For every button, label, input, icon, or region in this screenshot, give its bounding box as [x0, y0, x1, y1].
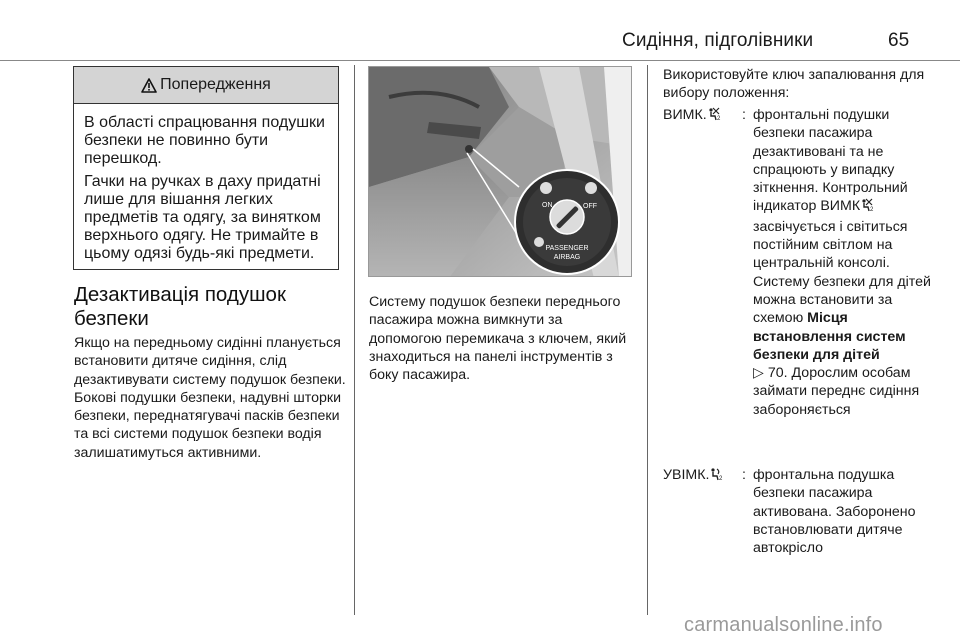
airbag-switch-illustration — [369, 67, 632, 277]
watermark: carmanualsonline.info — [684, 614, 883, 636]
column-divider-right — [647, 65, 648, 615]
page-number: 65 — [888, 30, 910, 51]
page-reference[interactable]: 70 — [767, 365, 784, 382]
header-divider — [0, 60, 960, 61]
warning-paragraph-2: Гачки на ручках в даху придатні лише для вішання легких предметів та одягу, за винятком верхнього одягу. Не тримайте в цьому одязі будь-які предмети. — [84, 173, 321, 262]
warning-header — [74, 67, 338, 104]
positions-intro: Використовуйте ключ запалювання для вибору положення: — [663, 67, 925, 102]
switch-label-line1: PASSENGER — [545, 245, 589, 252]
svg-text:2: 2 — [719, 476, 723, 481]
definition-off-description: фронтальні подушки безпеки пасажира дезактивовані та не спрацюють у випадку зіткнення. Контрольний індикатор ВИМК 2 засвічується і світиться постійним світлом на центральній консолі. Систему безпеки для дітей можна встановити за схемою Місця встановлення систем безпеки для дітей ▷ 70. Дорослим особам займати переднє сидіння забороняється — [753, 107, 931, 418]
switch-label-line2: AIRBAG — [553, 254, 581, 261]
warning-box — [73, 66, 339, 270]
definition-on-term: УВІМК. 2 — [663, 466, 723, 486]
switch-on-label: ON — [542, 202, 553, 209]
airbag-on-icon — [709, 467, 723, 486]
warning-heading: Попередження — [160, 76, 271, 93]
warning-paragraph-1: В області спрацювання подушки безпеки не повинно бути перешкод. — [84, 114, 325, 167]
svg-text:2: 2 — [870, 207, 874, 213]
section-heading: Дезактивація подушок безпеки — [74, 283, 286, 330]
child-seat-locations-link[interactable]: Місця встановлення систем безпеки для дітей — [753, 310, 906, 363]
definition-off-term: ВИМК. 2 — [663, 106, 721, 126]
airbag-off-icon — [707, 107, 721, 126]
definition-on-description: фронтальна подушка безпеки пасажира активована. Заборонено встановлювати дитяче автокрісло — [753, 467, 916, 557]
section-body: Якщо на передньому сидінні планується встановити дитяче сидіння, слід дезактивувати систему подушок безпеки. Бокові подушки безпеки, надувні шторки безпеки, переднатягувачі пасків безпеки та всі системи подушок безпеки водія залишатимуться активними. — [74, 335, 346, 461]
page-header — [0, 0, 960, 56]
airbag-off-indicator-icon — [860, 198, 874, 217]
warning-triangle-icon — [141, 78, 157, 93]
page-reference-icon: ▷ — [753, 365, 764, 382]
switch-off-label: OFF — [583, 203, 597, 210]
section-title: Сидіння, підголівники — [622, 30, 814, 51]
column-divider-left — [354, 65, 355, 615]
figure-caption: Систему подушок безпеки переднього пасажира можна вимкнути за допомогою перемикача з ключем, який знаходиться на панелі інструментів з боку пасажира. — [369, 294, 627, 384]
definition-on-colon: : — [742, 467, 746, 483]
definition-off-colon: : — [742, 107, 746, 123]
svg-text:2: 2 — [716, 116, 721, 121]
airbag-switch-figure — [368, 66, 632, 277]
